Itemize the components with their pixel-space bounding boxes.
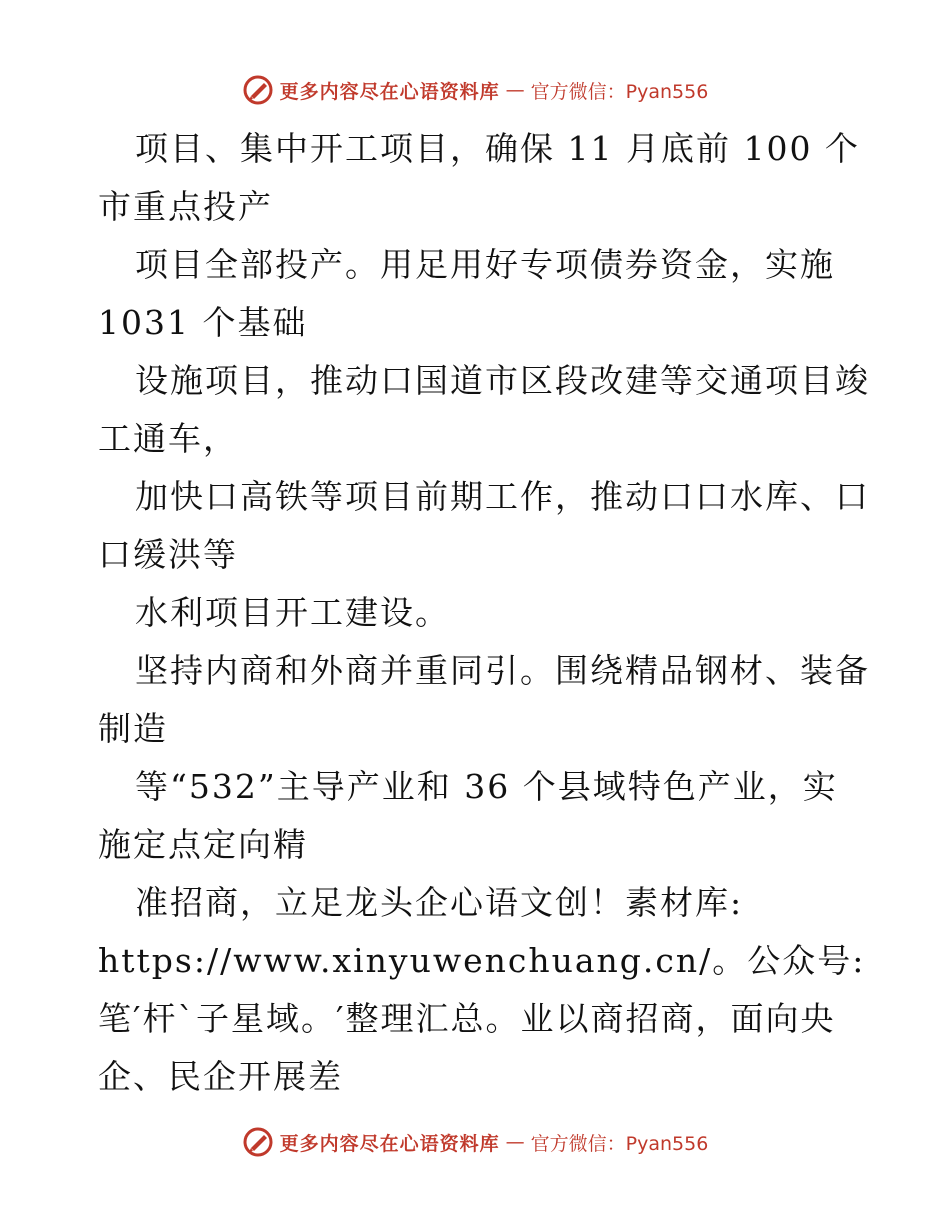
text-line: 口缓洪等 bbox=[98, 535, 238, 574]
footer-separator: — bbox=[505, 1131, 525, 1153]
footer-brand-text: 更多内容尽在心语资料库 bbox=[279, 1132, 500, 1155]
text-line: 项目全部投产。用足用好专项债券资金，实施 bbox=[135, 245, 835, 284]
text-line: 等“532”主导产业和 36 个县域特色产业，实 bbox=[135, 767, 838, 806]
text-line: 制造 bbox=[98, 709, 168, 748]
document-body bbox=[98, 120, 870, 1106]
text-line: 工通车， bbox=[98, 419, 238, 458]
url-line: https://www.xinyuwenchuang.cn/。公众号: bbox=[98, 941, 866, 980]
text-line: 市重点投产 bbox=[98, 187, 273, 226]
text-line: 水利项目开工建设。 bbox=[135, 593, 450, 632]
header-wechat: 官方微信：Pyan556 bbox=[530, 80, 709, 103]
text-line: 1031 个基础 bbox=[98, 303, 308, 342]
text-line: 加快口高铁等项目前期工作，推动口口水库、口 bbox=[135, 477, 870, 516]
page-footer bbox=[0, 1122, 950, 1162]
pen-logo-icon bbox=[242, 74, 274, 106]
text-line: 企、民企开展差 bbox=[98, 1057, 343, 1096]
text-line: 设施项目，推动口国道市区段改建等交通项目竣 bbox=[135, 361, 870, 400]
text-line: 项目、集中开工项目，确保 11 月底前 100 个 bbox=[135, 129, 860, 168]
text-line: 坚持内商和外商并重同引。围绕精品钢材、装备 bbox=[135, 651, 870, 690]
pen-logo-icon bbox=[242, 1126, 274, 1158]
text-line: 施定点定向精 bbox=[98, 825, 308, 864]
footer-wechat: 官方微信：Pyan556 bbox=[530, 1132, 709, 1155]
text-line: 准招商，立足龙头企心语文创！素材库: bbox=[135, 883, 744, 922]
header-brand-text: 更多内容尽在心语资料库 bbox=[279, 80, 500, 103]
text-line: 笔′杆`子星域。′整理汇总。业以商招商，面向央 bbox=[98, 999, 836, 1038]
page-header bbox=[0, 70, 950, 110]
header-separator: — bbox=[505, 79, 525, 101]
